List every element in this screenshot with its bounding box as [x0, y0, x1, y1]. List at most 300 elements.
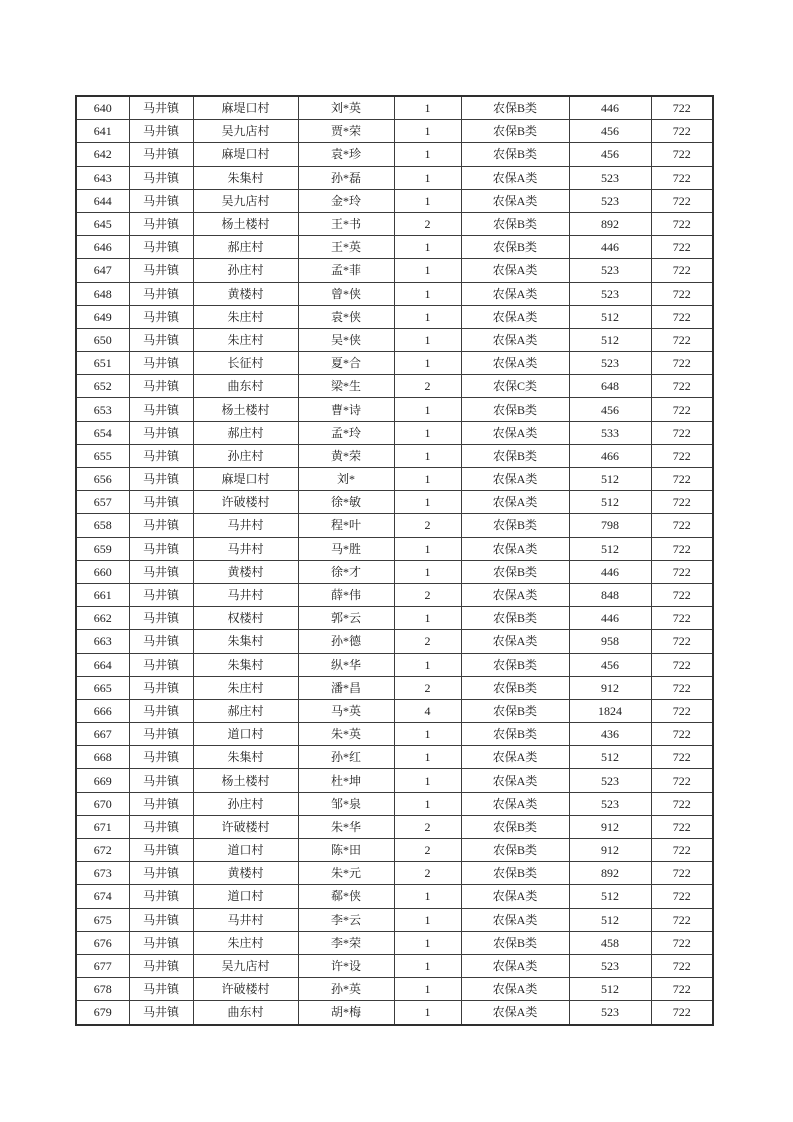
town-cell: 马井镇 [129, 630, 193, 653]
amount-cell: 512 [569, 746, 651, 769]
row-number-cell: 643 [76, 166, 129, 189]
insurance-category-cell: 农保B类 [461, 444, 569, 467]
table-row [76, 444, 713, 467]
person-count-cell: 1 [394, 607, 461, 630]
town-cell: 马井镇 [129, 421, 193, 444]
amount-cell: 523 [569, 1001, 651, 1025]
table-row [76, 723, 713, 746]
person-count-cell: 1 [394, 653, 461, 676]
insurance-category-cell: 农保B类 [461, 931, 569, 954]
insurance-category-cell: 农保A类 [461, 305, 569, 328]
insurance-category-cell: 农保B类 [461, 723, 569, 746]
standard-amount-cell: 722 [651, 259, 713, 282]
amount-cell: 512 [569, 328, 651, 351]
standard-amount-cell: 722 [651, 468, 713, 491]
person-count-cell: 1 [394, 166, 461, 189]
person-name-cell: 孟*玲 [298, 421, 394, 444]
village-cell: 麻堤口村 [193, 143, 298, 166]
person-name-cell: 许*设 [298, 954, 394, 977]
table-row [76, 468, 713, 491]
insurance-category-cell: 农保B类 [461, 398, 569, 421]
table-row [76, 282, 713, 305]
row-number-cell: 672 [76, 839, 129, 862]
insurance-category-cell: 农保B类 [461, 653, 569, 676]
standard-amount-cell: 722 [651, 96, 713, 120]
person-name-cell: 梁*生 [298, 375, 394, 398]
insurance-category-cell: 农保B类 [461, 676, 569, 699]
standard-amount-cell: 722 [651, 491, 713, 514]
insurance-category-cell: 农保A类 [461, 978, 569, 1001]
standard-amount-cell: 722 [651, 444, 713, 467]
town-cell: 马井镇 [129, 607, 193, 630]
amount-cell: 523 [569, 352, 651, 375]
village-cell: 吴九店村 [193, 120, 298, 143]
village-cell: 朱庄村 [193, 676, 298, 699]
village-cell: 郝庄村 [193, 421, 298, 444]
village-cell: 麻堤口村 [193, 468, 298, 491]
person-count-cell: 1 [394, 189, 461, 212]
row-number-cell: 642 [76, 143, 129, 166]
amount-cell: 523 [569, 769, 651, 792]
insurance-category-cell: 农保A类 [461, 328, 569, 351]
insurance-category-cell: 农保B类 [461, 514, 569, 537]
amount-cell: 456 [569, 120, 651, 143]
village-cell: 黄楼村 [193, 560, 298, 583]
person-name-cell: 金*玲 [298, 189, 394, 212]
row-number-cell: 673 [76, 862, 129, 885]
person-name-cell: 贾*荣 [298, 120, 394, 143]
amount-cell: 892 [569, 212, 651, 235]
village-cell: 黄楼村 [193, 862, 298, 885]
table-row [76, 885, 713, 908]
person-count-cell: 1 [394, 746, 461, 769]
person-name-cell: 孙*德 [298, 630, 394, 653]
insurance-category-cell: 农保A类 [461, 421, 569, 444]
village-cell: 麻堤口村 [193, 96, 298, 120]
row-number-cell: 641 [76, 120, 129, 143]
insurance-category-cell: 农保B类 [461, 699, 569, 722]
amount-cell: 912 [569, 815, 651, 838]
person-name-cell: 邹*泉 [298, 792, 394, 815]
town-cell: 马井镇 [129, 444, 193, 467]
row-number-cell: 656 [76, 468, 129, 491]
town-cell: 马井镇 [129, 583, 193, 606]
insurance-category-cell: 农保A类 [461, 166, 569, 189]
village-cell: 孙庄村 [193, 444, 298, 467]
town-cell: 马井镇 [129, 398, 193, 421]
insurance-category-cell: 农保A类 [461, 792, 569, 815]
town-cell: 马井镇 [129, 699, 193, 722]
standard-amount-cell: 722 [651, 885, 713, 908]
person-count-cell: 1 [394, 908, 461, 931]
town-cell: 马井镇 [129, 769, 193, 792]
person-count-cell: 1 [394, 723, 461, 746]
town-cell: 马井镇 [129, 954, 193, 977]
town-cell: 马井镇 [129, 166, 193, 189]
person-name-cell: 马*胜 [298, 537, 394, 560]
table-row [76, 120, 713, 143]
insurance-category-cell: 农保B类 [461, 839, 569, 862]
amount-cell: 798 [569, 514, 651, 537]
row-number-cell: 651 [76, 352, 129, 375]
person-count-cell: 1 [394, 352, 461, 375]
person-name-cell: 薛*伟 [298, 583, 394, 606]
insurance-category-cell: 农保A类 [461, 746, 569, 769]
person-count-cell: 1 [394, 328, 461, 351]
amount-cell: 1824 [569, 699, 651, 722]
amount-cell: 912 [569, 676, 651, 699]
village-cell: 黄楼村 [193, 282, 298, 305]
standard-amount-cell: 722 [651, 723, 713, 746]
table-row [76, 699, 713, 722]
row-number-cell: 675 [76, 908, 129, 931]
village-cell: 许破楼村 [193, 491, 298, 514]
town-cell: 马井镇 [129, 746, 193, 769]
village-cell: 许破楼村 [193, 815, 298, 838]
standard-amount-cell: 722 [651, 1001, 713, 1025]
standard-amount-cell: 722 [651, 143, 713, 166]
standard-amount-cell: 722 [651, 282, 713, 305]
table-row [76, 954, 713, 977]
table-row [76, 375, 713, 398]
row-number-cell: 668 [76, 746, 129, 769]
table-row [76, 839, 713, 862]
person-count-cell: 2 [394, 630, 461, 653]
row-number-cell: 670 [76, 792, 129, 815]
town-cell: 马井镇 [129, 352, 193, 375]
insurance-category-cell: 农保A类 [461, 1001, 569, 1025]
table-row [76, 676, 713, 699]
village-cell: 朱庄村 [193, 305, 298, 328]
amount-cell: 958 [569, 630, 651, 653]
insurance-category-cell: 农保A类 [461, 583, 569, 606]
standard-amount-cell: 722 [651, 421, 713, 444]
village-cell: 杨土楼村 [193, 769, 298, 792]
person-count-cell: 1 [394, 978, 461, 1001]
row-number-cell: 646 [76, 236, 129, 259]
insurance-category-cell: 农保A类 [461, 468, 569, 491]
town-cell: 马井镇 [129, 328, 193, 351]
row-number-cell: 661 [76, 583, 129, 606]
person-name-cell: 朱*元 [298, 862, 394, 885]
standard-amount-cell: 722 [651, 120, 713, 143]
village-cell: 朱集村 [193, 630, 298, 653]
insurance-roster-table [75, 95, 714, 1026]
person-count-cell: 1 [394, 1001, 461, 1025]
person-name-cell: 胡*梅 [298, 1001, 394, 1025]
row-number-cell: 659 [76, 537, 129, 560]
insurance-category-cell: 农保A类 [461, 282, 569, 305]
person-name-cell: 郭*云 [298, 607, 394, 630]
village-cell: 朱庄村 [193, 931, 298, 954]
amount-cell: 512 [569, 491, 651, 514]
table-row [76, 653, 713, 676]
table-row [76, 491, 713, 514]
table-row [76, 908, 713, 931]
amount-cell: 523 [569, 189, 651, 212]
row-number-cell: 674 [76, 885, 129, 908]
person-name-cell: 孙*英 [298, 978, 394, 1001]
table-row [76, 792, 713, 815]
standard-amount-cell: 722 [651, 699, 713, 722]
row-number-cell: 664 [76, 653, 129, 676]
village-cell: 马井村 [193, 583, 298, 606]
insurance-category-cell: 农保A类 [461, 769, 569, 792]
standard-amount-cell: 722 [651, 166, 713, 189]
person-count-cell: 2 [394, 815, 461, 838]
standard-amount-cell: 722 [651, 189, 713, 212]
row-number-cell: 645 [76, 212, 129, 235]
person-name-cell: 徐*才 [298, 560, 394, 583]
person-count-cell: 2 [394, 212, 461, 235]
standard-amount-cell: 722 [651, 839, 713, 862]
person-count-cell: 1 [394, 259, 461, 282]
insurance-category-cell: 农保B类 [461, 96, 569, 120]
amount-cell: 892 [569, 862, 651, 885]
village-cell: 马井村 [193, 514, 298, 537]
row-number-cell: 666 [76, 699, 129, 722]
row-number-cell: 663 [76, 630, 129, 653]
person-count-cell: 1 [394, 120, 461, 143]
person-count-cell: 1 [394, 491, 461, 514]
village-cell: 朱集村 [193, 653, 298, 676]
village-cell: 郝庄村 [193, 699, 298, 722]
insurance-category-cell: 农保C类 [461, 375, 569, 398]
insurance-category-cell: 农保A类 [461, 885, 569, 908]
insurance-category-cell: 农保A类 [461, 352, 569, 375]
person-count-cell: 2 [394, 375, 461, 398]
standard-amount-cell: 722 [651, 792, 713, 815]
person-count-cell: 1 [394, 560, 461, 583]
row-number-cell: 652 [76, 375, 129, 398]
person-count-cell: 2 [394, 839, 461, 862]
person-count-cell: 1 [394, 954, 461, 977]
town-cell: 马井镇 [129, 676, 193, 699]
row-number-cell: 679 [76, 1001, 129, 1025]
amount-cell: 446 [569, 560, 651, 583]
person-name-cell: 袁*珍 [298, 143, 394, 166]
town-cell: 马井镇 [129, 931, 193, 954]
town-cell: 马井镇 [129, 839, 193, 862]
standard-amount-cell: 722 [651, 212, 713, 235]
village-cell: 孙庄村 [193, 792, 298, 815]
town-cell: 马井镇 [129, 375, 193, 398]
standard-amount-cell: 722 [651, 398, 713, 421]
amount-cell: 436 [569, 723, 651, 746]
town-cell: 马井镇 [129, 792, 193, 815]
table-row [76, 328, 713, 351]
amount-cell: 523 [569, 282, 651, 305]
standard-amount-cell: 722 [651, 676, 713, 699]
table-row [76, 236, 713, 259]
standard-amount-cell: 722 [651, 862, 713, 885]
standard-amount-cell: 722 [651, 815, 713, 838]
person-count-cell: 2 [394, 676, 461, 699]
table-row [76, 862, 713, 885]
village-cell: 曲东村 [193, 1001, 298, 1025]
insurance-category-cell: 农保A类 [461, 537, 569, 560]
amount-cell: 523 [569, 954, 651, 977]
standard-amount-cell: 722 [651, 352, 713, 375]
town-cell: 马井镇 [129, 978, 193, 1001]
village-cell: 朱庄村 [193, 328, 298, 351]
table-body [76, 96, 713, 1025]
person-count-cell: 2 [394, 514, 461, 537]
standard-amount-cell: 722 [651, 653, 713, 676]
person-name-cell: 曾*侠 [298, 282, 394, 305]
village-cell: 曲东村 [193, 375, 298, 398]
insurance-category-cell: 农保B类 [461, 607, 569, 630]
person-count-cell: 1 [394, 421, 461, 444]
person-count-cell: 1 [394, 537, 461, 560]
table-row [76, 96, 713, 120]
town-cell: 马井镇 [129, 815, 193, 838]
table-row [76, 398, 713, 421]
standard-amount-cell: 722 [651, 978, 713, 1001]
person-name-cell: 刘*英 [298, 96, 394, 120]
row-number-cell: 654 [76, 421, 129, 444]
person-count-cell: 1 [394, 931, 461, 954]
amount-cell: 458 [569, 931, 651, 954]
row-number-cell: 658 [76, 514, 129, 537]
amount-cell: 533 [569, 421, 651, 444]
town-cell: 马井镇 [129, 236, 193, 259]
person-name-cell: 朱*英 [298, 723, 394, 746]
person-name-cell: 徐*敏 [298, 491, 394, 514]
standard-amount-cell: 722 [651, 908, 713, 931]
town-cell: 马井镇 [129, 514, 193, 537]
amount-cell: 512 [569, 885, 651, 908]
standard-amount-cell: 722 [651, 236, 713, 259]
person-name-cell: 李*云 [298, 908, 394, 931]
person-count-cell: 1 [394, 468, 461, 491]
row-number-cell: 649 [76, 305, 129, 328]
person-name-cell: 孙*磊 [298, 166, 394, 189]
table-row [76, 189, 713, 212]
row-number-cell: 644 [76, 189, 129, 212]
insurance-category-cell: 农保A类 [461, 491, 569, 514]
standard-amount-cell: 722 [651, 514, 713, 537]
amount-cell: 446 [569, 236, 651, 259]
standard-amount-cell: 722 [651, 375, 713, 398]
person-count-cell: 4 [394, 699, 461, 722]
person-count-cell: 1 [394, 282, 461, 305]
village-cell: 吴九店村 [193, 954, 298, 977]
person-name-cell: 曹*诗 [298, 398, 394, 421]
row-number-cell: 677 [76, 954, 129, 977]
person-name-cell: 李*荣 [298, 931, 394, 954]
person-name-cell: 孙*红 [298, 746, 394, 769]
standard-amount-cell: 722 [651, 630, 713, 653]
person-count-cell: 1 [394, 885, 461, 908]
row-number-cell: 676 [76, 931, 129, 954]
town-cell: 马井镇 [129, 305, 193, 328]
village-cell: 道口村 [193, 723, 298, 746]
person-count-cell: 2 [394, 862, 461, 885]
table-row [76, 769, 713, 792]
town-cell: 马井镇 [129, 468, 193, 491]
town-cell: 马井镇 [129, 1001, 193, 1025]
table-row [76, 166, 713, 189]
village-cell: 朱集村 [193, 166, 298, 189]
amount-cell: 446 [569, 607, 651, 630]
table-row [76, 421, 713, 444]
person-name-cell: 王*书 [298, 212, 394, 235]
town-cell: 马井镇 [129, 120, 193, 143]
amount-cell: 456 [569, 398, 651, 421]
person-count-cell: 1 [394, 143, 461, 166]
person-name-cell: 吴*侠 [298, 328, 394, 351]
town-cell: 马井镇 [129, 143, 193, 166]
amount-cell: 466 [569, 444, 651, 467]
table-row [76, 931, 713, 954]
amount-cell: 912 [569, 839, 651, 862]
row-number-cell: 648 [76, 282, 129, 305]
table-row [76, 305, 713, 328]
person-name-cell: 王*英 [298, 236, 394, 259]
town-cell: 马井镇 [129, 491, 193, 514]
row-number-cell: 671 [76, 815, 129, 838]
standard-amount-cell: 722 [651, 560, 713, 583]
table-row [76, 352, 713, 375]
insurance-category-cell: 农保A类 [461, 259, 569, 282]
person-name-cell: 马*英 [298, 699, 394, 722]
standard-amount-cell: 722 [651, 328, 713, 351]
amount-cell: 446 [569, 96, 651, 120]
amount-cell: 512 [569, 978, 651, 1001]
insurance-category-cell: 农保B类 [461, 212, 569, 235]
town-cell: 马井镇 [129, 885, 193, 908]
row-number-cell: 640 [76, 96, 129, 120]
row-number-cell: 662 [76, 607, 129, 630]
village-cell: 权楼村 [193, 607, 298, 630]
person-name-cell: 刘* [298, 468, 394, 491]
row-number-cell: 657 [76, 491, 129, 514]
village-cell: 郝庄村 [193, 236, 298, 259]
person-name-cell: 杜*坤 [298, 769, 394, 792]
person-name-cell: 黄*荣 [298, 444, 394, 467]
row-number-cell: 667 [76, 723, 129, 746]
village-cell: 长征村 [193, 352, 298, 375]
village-cell: 许破楼村 [193, 978, 298, 1001]
town-cell: 马井镇 [129, 908, 193, 931]
village-cell: 杨土楼村 [193, 212, 298, 235]
table-row [76, 1001, 713, 1025]
person-count-cell: 1 [394, 236, 461, 259]
insurance-category-cell: 农保B类 [461, 143, 569, 166]
table-row [76, 514, 713, 537]
row-number-cell: 660 [76, 560, 129, 583]
standard-amount-cell: 722 [651, 537, 713, 560]
table-row [76, 560, 713, 583]
person-name-cell: 夏*合 [298, 352, 394, 375]
insurance-category-cell: 农保A类 [461, 630, 569, 653]
standard-amount-cell: 722 [651, 746, 713, 769]
insurance-category-cell: 农保A类 [461, 189, 569, 212]
table-row [76, 143, 713, 166]
insurance-category-cell: 农保B类 [461, 236, 569, 259]
amount-cell: 512 [569, 468, 651, 491]
person-count-cell: 2 [394, 583, 461, 606]
table-row [76, 815, 713, 838]
town-cell: 马井镇 [129, 537, 193, 560]
person-name-cell: 郗*侠 [298, 885, 394, 908]
insurance-category-cell: 农保A类 [461, 908, 569, 931]
insurance-category-cell: 农保B类 [461, 120, 569, 143]
insurance-category-cell: 农保A类 [461, 954, 569, 977]
row-number-cell: 647 [76, 259, 129, 282]
person-name-cell: 程*叶 [298, 514, 394, 537]
